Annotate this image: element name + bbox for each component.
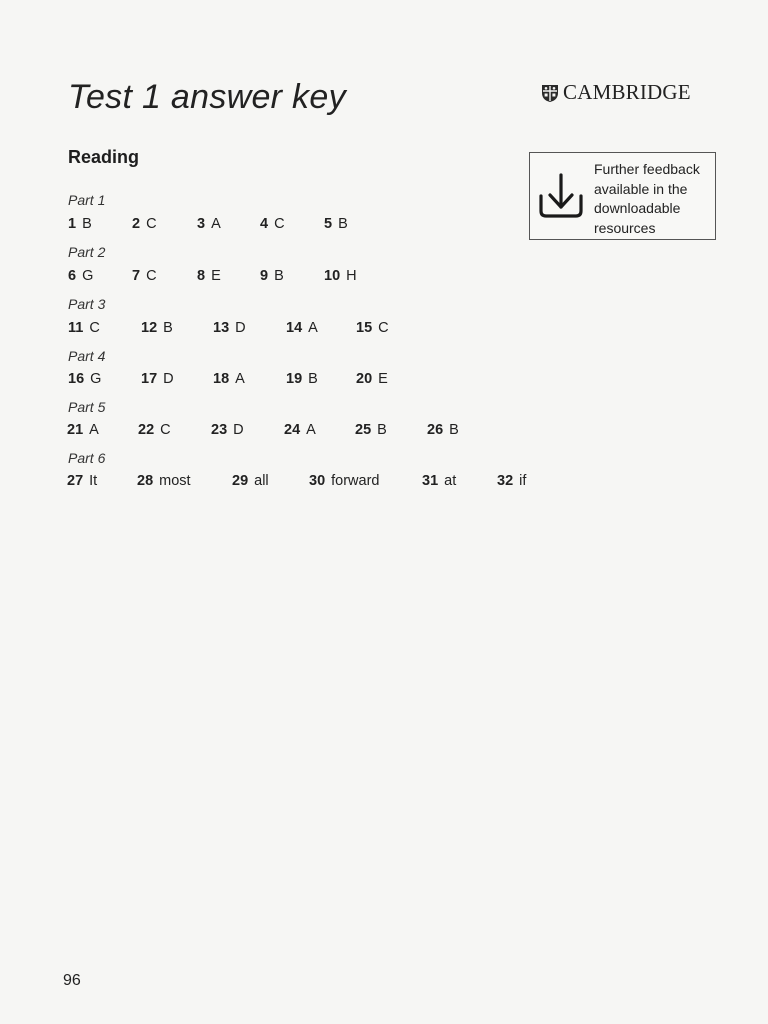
answer-value: G: [82, 268, 94, 284]
answer-value: H: [346, 268, 357, 284]
feedback-box: [529, 152, 716, 240]
answer-item: [68, 320, 100, 336]
question-number: 17: [141, 371, 158, 387]
answer-value: A: [308, 320, 318, 336]
answer-value: C: [89, 320, 100, 336]
answer-value: G: [90, 371, 102, 387]
cambridge-logo: [540, 80, 691, 105]
question-number: 4: [260, 216, 269, 232]
question-number: 12: [141, 320, 158, 336]
answer-value: A: [89, 422, 99, 438]
answer-item: [132, 268, 157, 284]
question-number: 18: [213, 371, 230, 387]
answer-item: [68, 268, 93, 284]
question-number: 15: [356, 320, 373, 336]
question-number: 24: [284, 422, 301, 438]
answer-item: [497, 473, 526, 489]
answer-value: D: [163, 371, 174, 387]
answer-item: [67, 422, 99, 438]
answer-item: [138, 422, 171, 438]
question-number: 7: [132, 268, 141, 284]
answer-value: B: [82, 216, 92, 232]
question-number: 22: [138, 422, 155, 438]
answer-item: [324, 216, 348, 232]
crest-icon: [540, 83, 560, 103]
answer-item: [422, 473, 456, 489]
answer-value: B: [274, 268, 284, 284]
answer-value: if: [519, 473, 527, 489]
answer-item: [213, 371, 245, 387]
question-number: 27: [67, 473, 84, 489]
answer-value: B: [308, 371, 318, 387]
question-number: 5: [324, 216, 333, 232]
answer-value: D: [235, 320, 246, 336]
answer-value: E: [378, 371, 388, 387]
question-number: 28: [137, 473, 154, 489]
question-number: 11: [68, 320, 84, 336]
answer-value: B: [449, 422, 459, 438]
answer-value: A: [235, 371, 245, 387]
answer-item: [197, 216, 221, 232]
part-label: Part 3: [68, 296, 106, 312]
answer-item: [68, 371, 101, 387]
question-number: 30: [309, 473, 326, 489]
answer-value: all: [254, 473, 269, 489]
question-number: 21: [67, 422, 84, 438]
answer-item: [309, 473, 380, 489]
answer-value: E: [211, 268, 221, 284]
question-number: 6: [68, 268, 77, 284]
answer-item: [137, 473, 191, 489]
part-label: Part 5: [68, 399, 106, 415]
answer-item: [284, 422, 316, 438]
question-number: 25: [355, 422, 372, 438]
answer-item: [356, 371, 388, 387]
question-number: 8: [197, 268, 206, 284]
question-number: 31: [422, 473, 439, 489]
answer-item: [427, 422, 459, 438]
answer-item: [324, 268, 357, 284]
answer-value: B: [338, 216, 348, 232]
answer-item: [197, 268, 221, 284]
question-number: 20: [356, 371, 373, 387]
question-number: 26: [427, 422, 444, 438]
answer-item: [132, 216, 157, 232]
question-number: 29: [232, 473, 249, 489]
answer-item: [68, 216, 92, 232]
answer-value: C: [160, 422, 171, 438]
answer-item: [286, 320, 318, 336]
answer-value: C: [378, 320, 389, 336]
section-heading: Reading: [68, 147, 140, 167]
answer-item: [232, 473, 269, 489]
answer-item: [260, 268, 284, 284]
answer-item: [356, 320, 389, 336]
part-label: Part 2: [68, 244, 106, 260]
answer-value: most: [159, 473, 191, 489]
answer-value: forward: [331, 473, 380, 489]
answer-item: [67, 473, 97, 489]
answer-item: [286, 371, 318, 387]
answer-item: [141, 371, 174, 387]
question-number: 19: [286, 371, 303, 387]
question-number: 2: [132, 216, 141, 232]
part-label: Part 6: [68, 450, 106, 466]
answer-item: [260, 216, 285, 232]
feedback-text: Further feedback available in the downloadable resources: [594, 161, 700, 236]
answer-value: C: [146, 268, 157, 284]
answer-value: D: [233, 422, 244, 438]
answer-value: B: [163, 320, 173, 336]
page-number: 96: [63, 972, 81, 989]
download-icon: [537, 173, 585, 219]
question-number: 10: [324, 268, 341, 284]
question-number: 32: [497, 473, 514, 489]
answer-item: [141, 320, 173, 336]
answer-item: [211, 422, 244, 438]
page-title: Test 1 answer key: [68, 78, 346, 116]
answer-value: A: [211, 216, 221, 232]
question-number: 9: [260, 268, 269, 284]
question-number: 23: [211, 422, 228, 438]
part-label: Part 1: [68, 192, 106, 208]
question-number: 1: [68, 216, 77, 232]
question-number: 14: [286, 320, 303, 336]
answer-value: B: [377, 422, 387, 438]
answer-value: C: [146, 216, 157, 232]
part-label: Part 4: [68, 348, 106, 364]
brand-name: CAMBRIDGE: [563, 80, 691, 104]
answer-value: at: [444, 473, 457, 489]
question-number: 3: [197, 216, 206, 232]
answer-value: It: [89, 473, 98, 489]
answer-value: C: [274, 216, 285, 232]
answer-item: [213, 320, 246, 336]
answer-item: [355, 422, 387, 438]
question-number: 16: [68, 371, 85, 387]
answer-value: A: [306, 422, 316, 438]
question-number: 13: [213, 320, 230, 336]
